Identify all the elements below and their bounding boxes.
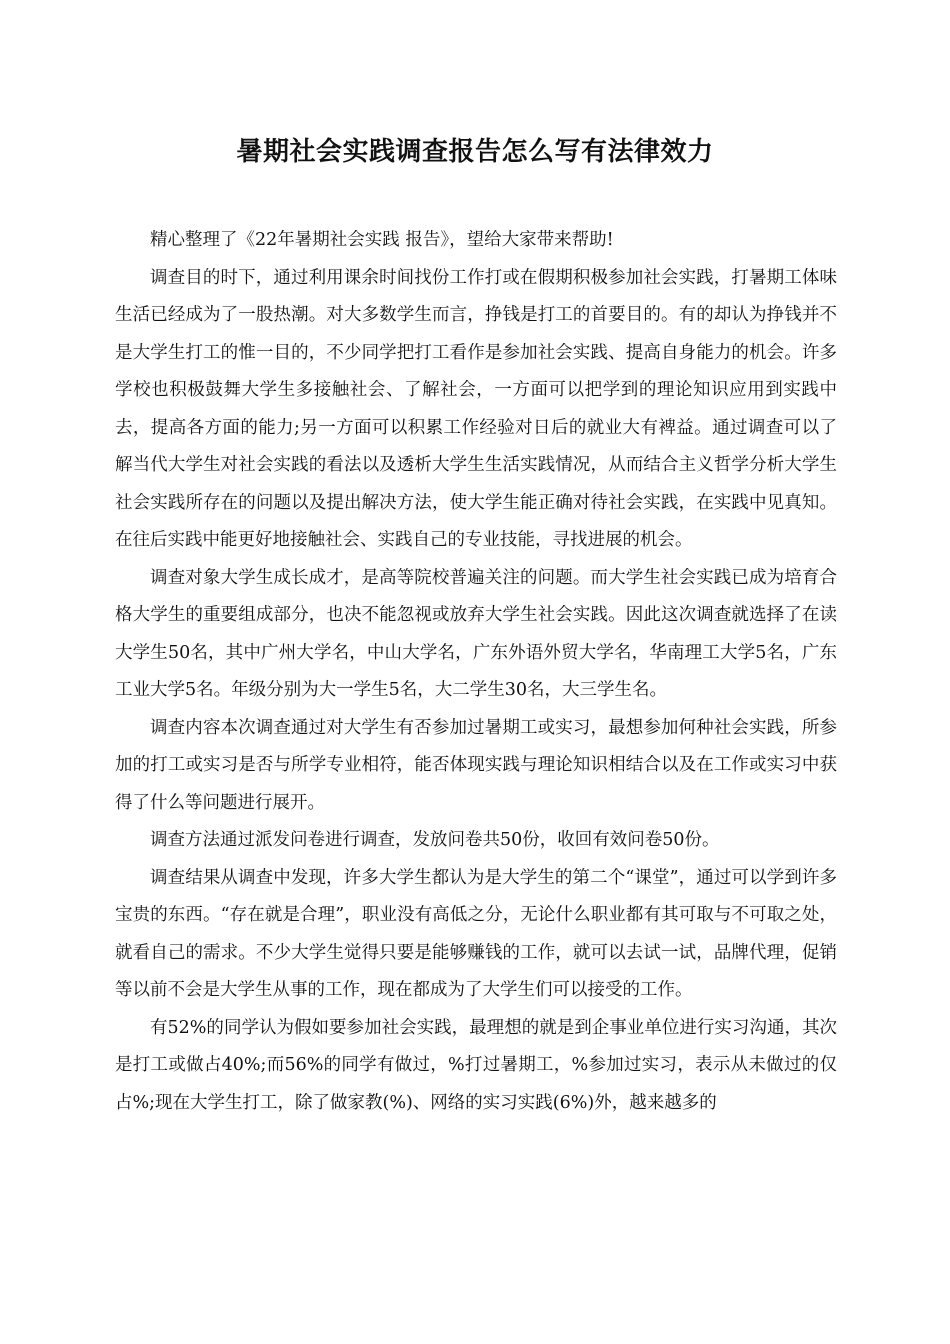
paragraph-content: 调查内容本次调查通过对大学生有否参加过暑期工或实习，最想参加何种社会实践，所参加的打工或实习是否与所学专业相符，能否体现实践与理论知识相结合以及在工作或实习中获得了什么等问题进行展开。 — [115, 717, 837, 813]
document-title: 暑期社会实践调查报告怎么写有法律效力 — [236, 137, 714, 167]
paragraph-statistics: 有52%的同学认为假如要参加社会实践，最理想的就是到企事业单位进行实习沟通，其次是打工或做占40%;而56%的同学有做过，%打过暑期工，%参加过实习，表示从未做过的仅占%;现在大学生打工，除了做家教(%)、网络的实习实践(6%)外，越来越多的 — [115, 1017, 837, 1113]
paragraph-intro: 精心整理了《22年暑期社会实践 报告》，望给大家带来帮助! — [150, 230, 614, 250]
paragraph-purpose: 调查目的时下，通过利用课余时间找份工作打或在假期积极参加社会实践，打暑期工体味生活已经成为了一股热潮。对大多数学生而言，挣钱是打工的首要目的。有的却认为挣钱并不是大学生打工的惟一目的，不少同学把打工看作是参加社会实践、提高自身能力的机会。许多学校也积极鼓舞大学生多接触社会、了解社会，一方面可以把学到的理论知识应用到实践中去，提高各方面的能力;另一方面可以积累工作经验对日后的就业大有裨益。通过调查可以了解当代大学生对社会实践的看法以及透析大学生生活实践情况，从而结合主义哲学分析大学生社会实践所存在的问题以及提出解决方法，使大学生能正确对待社会实践，在实践中见真知。在往后实践中能更好地接触社会、实践自己的专业技能，寻找进展的机会。 — [115, 267, 837, 550]
paragraph-results: 调查结果从调查中发现，许多大学生都认为是大学生的第二个“课堂”，通过可以学到许多宝贵的东西。“存在就是合理”，职业没有高低之分，无论什么职业都有其可取与不可取之处，就看自己的需求。不少大学生觉得只要是能够赚钱的工作，就可以去试一试，品牌代理，促销等以前不会是大学生从事的工作，现在都成为了大学生们可以接受的工作。 — [115, 867, 837, 1000]
paragraph-subjects: 调查对象大学生成长成才，是高等院校普遍关注的问题。而大学生社会实践已成为培育合格大学生的重要组成部分，也决不能忽视或放弃大学生社会实践。因此这次调查就选择了在读大学生50名，其中广州大学名，中山大学名，广东外语外贸大学名，华南理工大学5名，广东工业大学5名。年级分别为大一学生5名，大二学生30名，大三学生名。 — [115, 567, 837, 700]
paragraph-method: 调查方法通过派发问卷进行调查，发放问卷共50份，收回有效问卷50份。 — [150, 830, 720, 850]
document-body — [115, 222, 837, 1122]
